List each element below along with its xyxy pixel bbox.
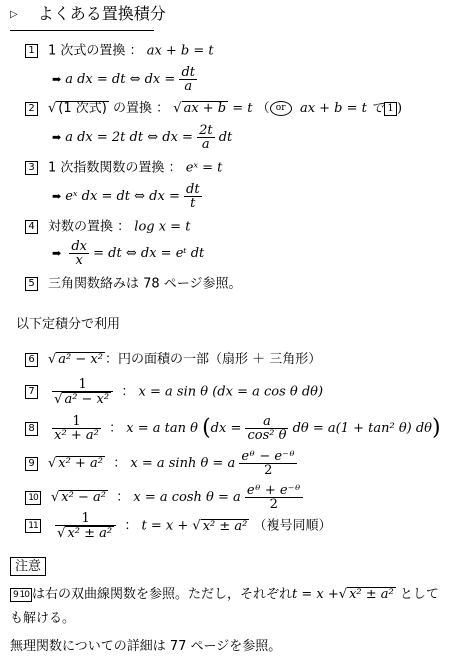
triangle-marker-icon: ▷ <box>10 9 18 20</box>
arrow-icon: ➡ <box>52 247 62 260</box>
item-1 <box>25 44 214 58</box>
sub-fraction <box>245 484 303 511</box>
item-label: 三角関数絡みは 78 ページ参照。 <box>48 276 242 292</box>
item-3-result <box>52 183 202 210</box>
fraction-numerator: 1 <box>78 377 87 392</box>
radical-sign: √ <box>48 456 57 471</box>
caution-text: は右の双曲線関数を参照。ただし，それぞれ <box>32 587 293 602</box>
item-number-box: 3 <box>25 161 38 175</box>
fraction-denominator: cos² θ <box>247 428 287 443</box>
label-radicand: (1 次式) <box>58 101 107 116</box>
item-1-result <box>52 66 197 93</box>
radicand: x² − a² <box>61 490 106 505</box>
item-11 <box>25 512 332 540</box>
item-label: の置換 ： <box>108 101 170 116</box>
fraction-denominator: 2 <box>245 497 303 511</box>
substitution: x = a sinh θ = a <box>130 456 236 471</box>
item-formula: log x = t <box>134 219 191 235</box>
radicand: a² − x² <box>64 392 110 407</box>
substitution: x = a tan θ <box>126 421 198 436</box>
item-number-box: 2 <box>25 102 38 116</box>
fraction-numerator: eᶿ − e⁻ᶿ <box>241 449 296 464</box>
paren-fraction <box>245 415 288 442</box>
page-title: よくある置換積分 <box>37 4 166 23</box>
substitution: t = x + <box>141 518 189 534</box>
substitution: x = a cosh θ = a <box>133 490 241 505</box>
item-label: 1 次式の置換 ： <box>48 43 143 59</box>
caution-box <box>10 557 46 576</box>
item-desc: ： <box>116 490 130 505</box>
sub-fraction <box>239 450 297 477</box>
radicand: x² ± a² <box>202 518 248 534</box>
item-formula: eˣ = t <box>185 160 223 176</box>
title-row <box>10 6 166 22</box>
inline-ref-box: 1 <box>384 102 397 116</box>
fraction-numerator: dx <box>71 239 88 254</box>
fraction-numerator: a <box>263 414 271 429</box>
item-number-box: 9 <box>25 457 38 471</box>
fraction-numerator: dt <box>186 182 200 197</box>
item-number-box: 10 <box>25 491 41 505</box>
result-lhs: a dx = 2t dt ⇔ dx = <box>65 130 193 145</box>
result-fraction <box>197 124 215 151</box>
item-formula: ax + b = t <box>146 43 214 59</box>
item-10 <box>25 484 303 511</box>
arrow-icon: ➡ <box>52 73 62 86</box>
item-2: 2 √ (1 次式) の置換 ： √ ax + b = t （ or ax + b = t で 1 ) <box>25 101 402 116</box>
item-7 <box>25 378 323 406</box>
alt-close: ) <box>397 101 403 116</box>
item-6 <box>25 352 321 367</box>
item-9 <box>25 450 297 477</box>
caution-text-end: として <box>395 587 439 602</box>
inline-ref-box: 9 10 <box>10 588 32 602</box>
fraction-denominator: t <box>184 196 202 210</box>
item-label: 対数の置換 ： <box>48 219 131 235</box>
item-number-box: 7 <box>25 385 38 399</box>
item-3 <box>25 161 222 175</box>
radicand: x² ± a² <box>67 526 113 541</box>
item-4 <box>25 220 190 234</box>
caution-label: 注意 <box>10 557 46 576</box>
alt-formula: ax + b = t で <box>299 101 385 116</box>
item-number-box: 6 <box>25 353 38 367</box>
result-fraction <box>179 66 197 93</box>
item-number-box: 1 <box>25 44 38 58</box>
radical-sign: √ <box>173 101 182 116</box>
formula-radicand: ax + b <box>183 101 227 116</box>
title-underline <box>10 30 154 31</box>
fraction-numerator: 1 <box>72 414 81 429</box>
item-number-box: 8 <box>25 422 38 436</box>
item-number-box: 5 <box>25 277 38 291</box>
radicand: x² + a² <box>58 456 103 471</box>
item-desc: ： <box>109 421 123 436</box>
fraction-denominator: √ a² − x² <box>52 391 113 406</box>
result-tail: dt <box>218 130 233 145</box>
fraction-numerator: eᶿ + e⁻ᶿ <box>246 483 301 498</box>
result-tail: = dt ⇔ dx = eᵗ dt <box>93 246 205 261</box>
substitution: x = a sin θ <box>138 384 209 400</box>
fraction-denominator: a <box>179 79 197 93</box>
fraction-denominator: x <box>69 253 89 267</box>
result-fraction <box>69 240 89 267</box>
fraction-numerator: 1 <box>81 511 90 526</box>
paren-rhs: dθ = a(1 + tan² θ) dθ <box>292 421 433 436</box>
item-5 <box>25 277 242 291</box>
substitution-paren: (dx = a cos θ dθ) <box>212 384 324 400</box>
integrand-fraction <box>55 512 116 540</box>
result-fraction <box>184 183 202 210</box>
item-number-box: 11 <box>25 519 41 533</box>
fraction-numerator: 2t <box>199 123 213 138</box>
caution-line-1 <box>10 587 439 602</box>
item-label: 1 次指数関数の置換 ： <box>48 160 182 176</box>
caution-formula: t = x + <box>292 587 339 602</box>
paren-lhs: dx = <box>210 421 242 436</box>
radical-sign: √ <box>192 518 201 534</box>
arrow-icon: ➡ <box>52 131 62 144</box>
item-desc: ： <box>124 518 138 534</box>
radicand: x² ± a² <box>349 587 394 602</box>
fraction-denominator: a <box>197 137 215 151</box>
integrand-fraction <box>52 378 113 406</box>
caution-line-2: も解ける。 <box>10 611 76 626</box>
radical-sign: √ <box>48 101 57 116</box>
item-2-result <box>52 124 232 151</box>
fraction-numerator: dt <box>181 65 195 80</box>
result-lhs: eˣ dx = dt ⇔ dx = <box>65 189 180 204</box>
item-number-box: 4 <box>25 220 38 234</box>
radical-sign: √ <box>48 352 57 367</box>
section-heading: 以下定積分で利用 <box>16 317 121 332</box>
item-desc: ： <box>121 384 135 400</box>
or-badge: or <box>270 101 292 116</box>
item-4-result <box>52 240 204 267</box>
fraction-denominator: 2 <box>239 463 297 477</box>
radical-sign: √ <box>51 490 60 505</box>
item-desc: ：円の面積の一部（扇形 ＋ 三角形） <box>104 352 322 367</box>
radical-sign: √ <box>338 587 348 602</box>
formula-eq: = t <box>228 101 253 116</box>
result-lhs: a dx = dt ⇔ dx = <box>65 72 176 87</box>
caution-line-3: 無理関数についての詳細は 77 ページを参照。 <box>10 639 282 654</box>
item-8: 8 $\frac{1}{\text{x² + a²}}$ ： x = a tan θ (dx = $\frac{a}{\text{cos² θ}}$ dθ = a(1 + tan² θ) dθ) <box>25 415 441 442</box>
fraction-denominator: x² + a² <box>54 428 99 443</box>
item-desc: ： <box>113 456 127 471</box>
arrow-icon: ➡ <box>52 190 62 203</box>
item-note: （複号同順） <box>253 518 332 534</box>
integrand-fraction <box>52 415 101 442</box>
radicand: a² − x² <box>58 352 103 367</box>
fraction-denominator: √ x² ± a² <box>55 525 116 540</box>
